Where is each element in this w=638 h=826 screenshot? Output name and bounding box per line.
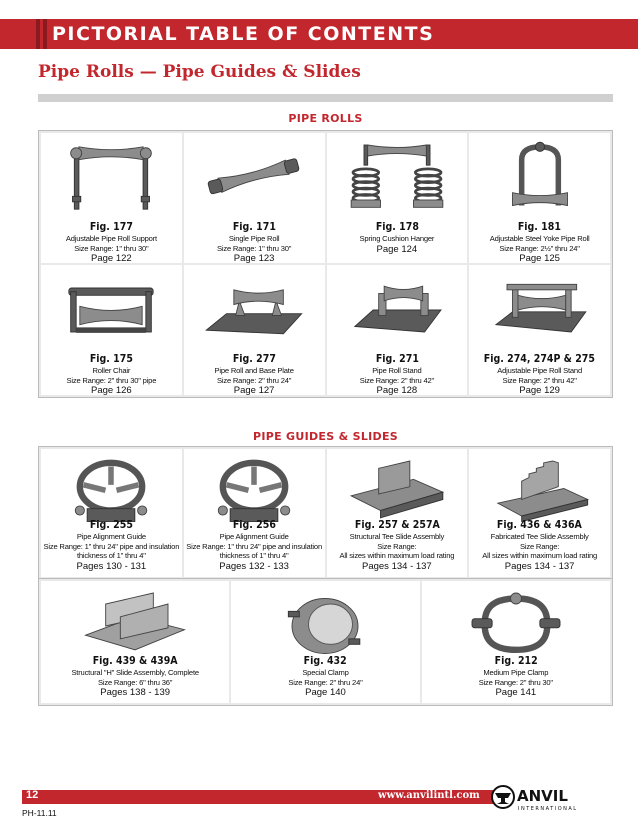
product-description: Adjustable Steel Yoke Pipe Roll [489,234,590,243]
special-clamp-icon [270,587,380,665]
product-description: All sizes within maximum load rating [339,551,455,560]
document-code: PH-11.11 [22,808,57,818]
logo-text: ANVIL [517,787,568,805]
page-number: 12 [26,789,39,801]
product-cell[interactable] [469,133,610,263]
product-description: thickness of 1" thru 4" [219,551,289,560]
product-description: Size Range: 1" thru 30" [217,243,292,253]
page-reference[interactable]: Pages 138 - 139 [100,687,171,698]
product-description: Size Range: 6" thru 36" [98,677,173,687]
product-description: Size Range: 2" thru 24" [288,677,363,687]
product-caption [231,655,419,699]
page-reference[interactable]: Page 127 [233,385,275,395]
product-description: Spring Cushion Hanger [359,234,435,243]
product-caption [469,353,610,395]
website-link[interactable]: www.anvilintl.com [378,790,480,801]
product-description: Pipe Alignment Guide [219,532,289,541]
h-slide-assembly-icon [80,587,190,665]
section-label-pipe-rolls: PIPE ROLLS [288,112,363,125]
pipe-guides-grid-row-1 [38,446,613,580]
page-reference[interactable]: Page 126 [91,385,132,395]
product-cell[interactable] [469,265,610,395]
product-picture [41,137,182,219]
spring-cushion-hanger-icon [342,139,452,217]
figure-number: Fig. 271 [375,353,419,365]
product-cell[interactable] [422,581,610,703]
product-description: Structural Tee Slide Assembly [349,532,445,541]
figure-number: Fig. 439 & 439A [92,655,178,667]
product-description: Fabricated Tee Slide Assembly [490,532,589,541]
product-caption [327,221,468,256]
product-caption [184,353,325,395]
product-description: Roller Chair [92,366,131,375]
gray-rule [38,94,613,102]
product-caption [41,655,229,699]
product-caption [327,519,468,573]
figure-number: Fig. 171 [232,221,276,233]
product-picture [327,137,468,219]
page-reference[interactable]: Pages 132 - 133 [219,560,289,572]
product-description: Structural "H" Slide Assembly, Complete [71,668,199,677]
steel-yoke-pipe-roll-icon [485,139,595,217]
anvil-logo [490,780,618,814]
page-reference[interactable]: Page 122 [91,253,132,263]
product-caption [469,221,610,263]
figure-number: Fig. 181 [518,221,562,233]
product-description: Size Range: 2" thru 30" [478,677,553,687]
page-reference[interactable]: Page 123 [233,253,275,263]
product-caption [422,655,610,699]
product-cell[interactable] [184,133,325,263]
product-cell[interactable] [327,133,468,263]
product-description: Size Range: 2½" thru 24" [499,243,580,253]
product-description: Pipe Roll Stand [372,366,422,375]
product-description: Size Range: 2" thru 42" [359,375,434,385]
figure-number: Fig. 257 & 257A [354,519,440,531]
figure-number: Fig. 436 & 436A [497,519,583,531]
section-subtitle: Pipe Rolls — Pipe Guides & Slides [38,62,361,82]
medium-pipe-clamp-icon [461,587,571,665]
product-description: Size Range: 2" thru 24" [217,375,292,385]
product-picture [469,137,610,219]
figure-number: Fig. 277 [232,353,276,365]
product-description: Pipe Alignment Guide [76,532,146,541]
adjustable-pipe-roll-stand-icon [485,271,595,349]
product-caption [469,519,610,573]
product-cell[interactable] [327,449,468,577]
header-banner [0,0,638,50]
product-picture [184,137,325,219]
product-description: Size Range: 1" thru 24" pipe and insulation [43,541,180,551]
product-picture [469,269,610,351]
figure-number: Fig. 177 [89,221,133,233]
product-cell[interactable] [41,449,182,577]
product-description: Size Range: 1" thru 30" [74,243,149,253]
product-caption [184,221,325,263]
product-description: Special Clamp [302,668,349,677]
product-description: Size Range: 2" thru 30" pipe [66,375,157,385]
page-reference[interactable]: Page 141 [495,687,537,698]
product-cell[interactable] [184,265,325,395]
page-reference[interactable]: Page 124 [376,243,418,255]
pipe-roll-stand-icon [342,271,452,349]
figure-number: Fig. 175 [89,353,133,365]
product-cell[interactable] [469,449,610,577]
product-description: Size Range: [377,541,417,551]
figure-number: Fig. 178 [375,221,419,233]
product-description: Size Range: 2" thru 42" [502,375,577,385]
product-caption [327,353,468,395]
product-cell[interactable] [41,133,182,263]
figure-number: Fig. 432 [303,655,348,667]
pipe-roll-base-plate-icon [199,271,309,349]
figure-number: Fig. 256 [232,519,276,531]
product-cell[interactable] [184,449,325,577]
product-description: Size Range: 1" thru 24" pipe and insulation [186,541,322,551]
logo-subtext: INTERNATIONAL [518,806,578,812]
product-picture [184,269,325,351]
roller-chair-icon [56,271,166,349]
figure-number: Fig. 274, 274P & 275 [484,353,596,365]
product-cell[interactable] [327,265,468,395]
product-description: Medium Pipe Clamp [483,668,549,677]
figure-number: Fig. 212 [494,655,538,667]
product-cell[interactable] [231,581,419,703]
page-reference[interactable]: Pages 134 - 137 [504,560,575,572]
page-title: PICTORIAL TABLE OF CONTENTS [52,23,435,45]
page-reference[interactable]: Pages 130 - 131 [76,560,147,572]
section-label-pipe-guides: PIPE GUIDES & SLIDES [252,430,399,443]
product-description: Adjustable Pipe Roll Support [65,234,157,243]
page-reference[interactable]: Page 129 [519,385,560,395]
product-caption [41,221,182,263]
product-caption [41,353,182,395]
product-description: Pipe Roll and Base Plate [214,366,294,375]
product-picture [327,269,468,351]
product-description: thickness of 1" thru 4" [77,551,146,560]
adjustable-pipe-roll-support-icon [56,139,166,217]
product-caption [184,519,325,573]
product-caption [41,519,182,573]
banner-accent-bar-2 [43,19,47,49]
page-reference[interactable]: Page 140 [305,687,346,698]
product-cell[interactable] [41,265,182,395]
figure-number: Fig. 255 [89,519,133,531]
single-pipe-roll-icon [199,139,309,217]
product-description: Single Pipe Roll [228,234,280,243]
product-description: Size Range: [520,541,560,551]
product-picture [41,269,182,351]
page-reference[interactable]: Pages 134 - 137 [362,560,432,572]
pipe-rolls-grid [38,130,613,398]
pipe-guides-grid-row-2 [38,578,613,706]
banner-accent-bar-1 [36,19,40,49]
product-description: All sizes within maximum load rating [482,551,597,560]
page-reference[interactable]: Page 128 [376,385,418,395]
product-description: Adjustable Pipe Roll Stand [497,366,582,375]
product-cell[interactable] [41,581,229,703]
page-reference[interactable]: Page 125 [519,253,560,263]
